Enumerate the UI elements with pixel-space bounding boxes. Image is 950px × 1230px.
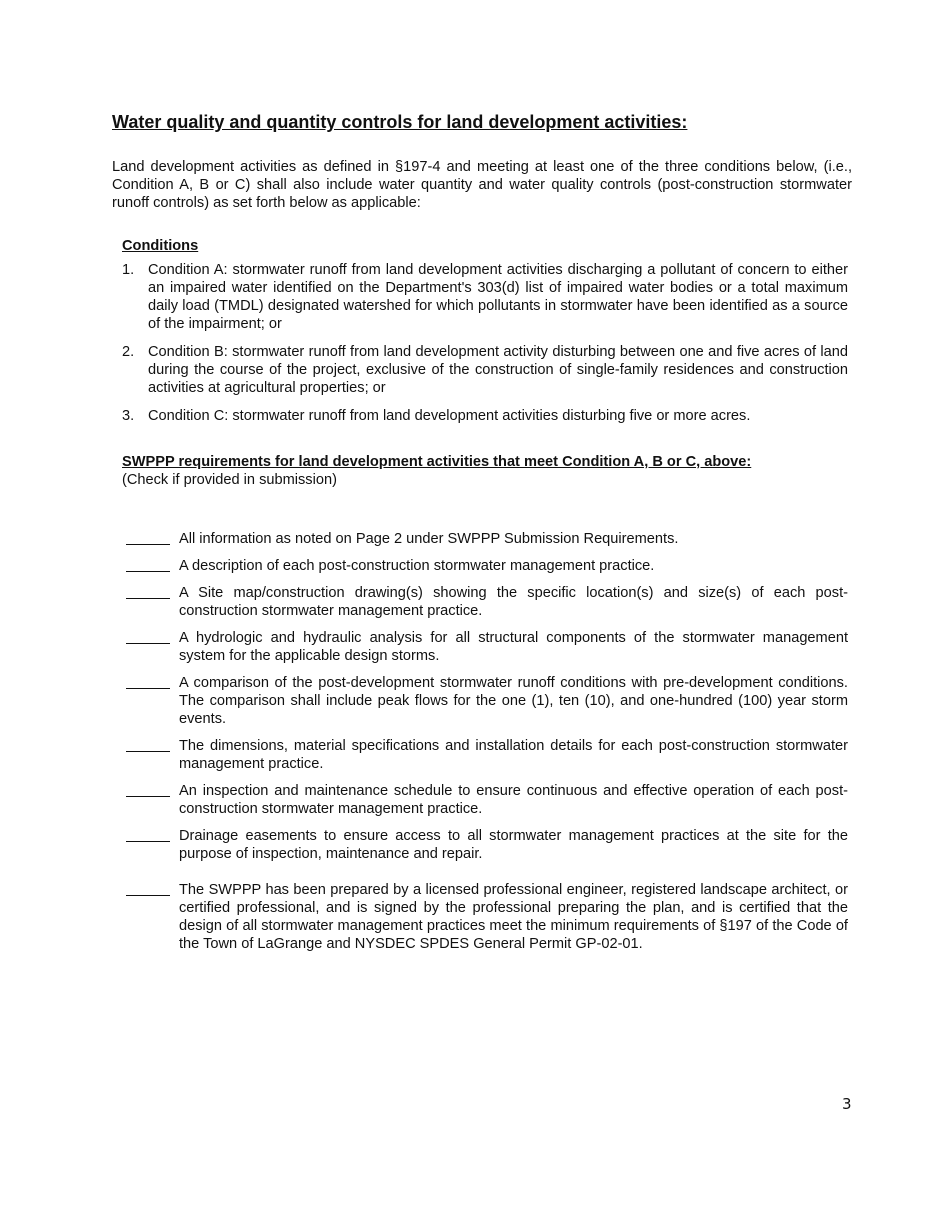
page-number: 3 [842, 1095, 852, 1113]
page-title: Water quality and quantity controls for land development activities: [112, 112, 688, 132]
checklist-item [126, 782, 848, 818]
condition-text: Condition C: stormwater runoff from land development activities disturbing five or more acres. [148, 408, 751, 424]
check-blank[interactable] [126, 881, 170, 896]
conditions-list [122, 261, 848, 435]
condition-item [122, 343, 848, 397]
intro-paragraph: Land development activities as defined in §197-4 and meeting at least one of the three conditions below, (i.e., Condition A, B or C) shall also include water quantity and water quality controls (post-construction stormwater runoff controls) as set forth below as applicable: [112, 159, 852, 211]
checklist-item [126, 584, 848, 620]
swppp-requirements-heading: SWPPP requirements for land development activities that meet Condition A, B or C, above: [122, 454, 752, 470]
condition-text: Condition B: stormwater runoff from land development activity disturbing between one and five acres of land during the course of the project, exclusive of the construction of single-family residences and construction activities at agricultural properties; or [148, 344, 848, 396]
check-blank[interactable] [126, 629, 170, 644]
condition-number: 3. [122, 408, 135, 424]
check-blank[interactable] [126, 827, 170, 842]
checklist-text: The dimensions, material specifications and installation details for each post-construction stormwater management practice. [179, 738, 848, 772]
swppp-subheading: (Check if provided in submission) [122, 472, 337, 488]
condition-number: 1. [122, 262, 135, 278]
checklist-text: A Site map/construction drawing(s) showing the specific location(s) and size(s) of each post-construction stormwater management practice. [179, 585, 848, 619]
check-blank[interactable] [126, 782, 170, 797]
check-blank[interactable] [126, 530, 170, 545]
checklist-item [126, 674, 848, 728]
checklist-text: All information as noted on Page 2 under SWPPP Submission Requirements. [179, 531, 679, 547]
check-blank[interactable] [126, 557, 170, 572]
checklist-item [126, 557, 848, 575]
checklist-text: A description of each post-construction stormwater management practice. [179, 558, 655, 574]
checklist-text: A hydrologic and hydraulic analysis for all structural components of the stormwater management system for the applicable design storms. [179, 630, 848, 664]
checklist-text: A comparison of the post-development stormwater runoff conditions with pre-development conditions. The comparison shall include peak flows for the one (1), ten (10), and one-hundred (100) year storm events. [179, 675, 848, 727]
check-blank[interactable] [126, 674, 170, 689]
check-blank[interactable] [126, 737, 170, 752]
condition-number: 2. [122, 344, 135, 360]
condition-text: Condition A: stormwater runoff from land development activities discharging a pollutant of concern to either an impaired water identified on the Department's 303(d) list of impaired water bodies or a total maximum daily load (TMDL) designated watershed for which pollutants in stormwater have been identified as a source of the impairment; or [148, 262, 848, 332]
checklist-item [126, 737, 848, 773]
checklist-item [126, 827, 848, 863]
checklist-text: Drainage easements to ensure access to all stormwater management practices at the site for the purpose of inspection, maintenance and repair. [179, 828, 848, 862]
condition-item [122, 407, 848, 425]
condition-item [122, 261, 848, 333]
swppp-checklist [126, 530, 848, 962]
checklist-text: The SWPPP has been prepared by a licensed professional engineer, registered landscape architect, or certified professional, and is signed by the professional preparing the plan, and is certified that the design of all stormwater management practices meet the minimum requirements of §197 of the Code of the Town of LaGrange and NYSDEC SPDES General Permit GP-02-01. [179, 882, 848, 952]
check-blank[interactable] [126, 584, 170, 599]
checklist-item [126, 629, 848, 665]
conditions-heading: Conditions [122, 238, 199, 254]
checklist-item [126, 530, 848, 548]
checklist-item [126, 881, 848, 953]
checklist-text: An inspection and maintenance schedule to ensure continuous and effective operation of each post-construction stormwater management practice. [179, 783, 848, 817]
